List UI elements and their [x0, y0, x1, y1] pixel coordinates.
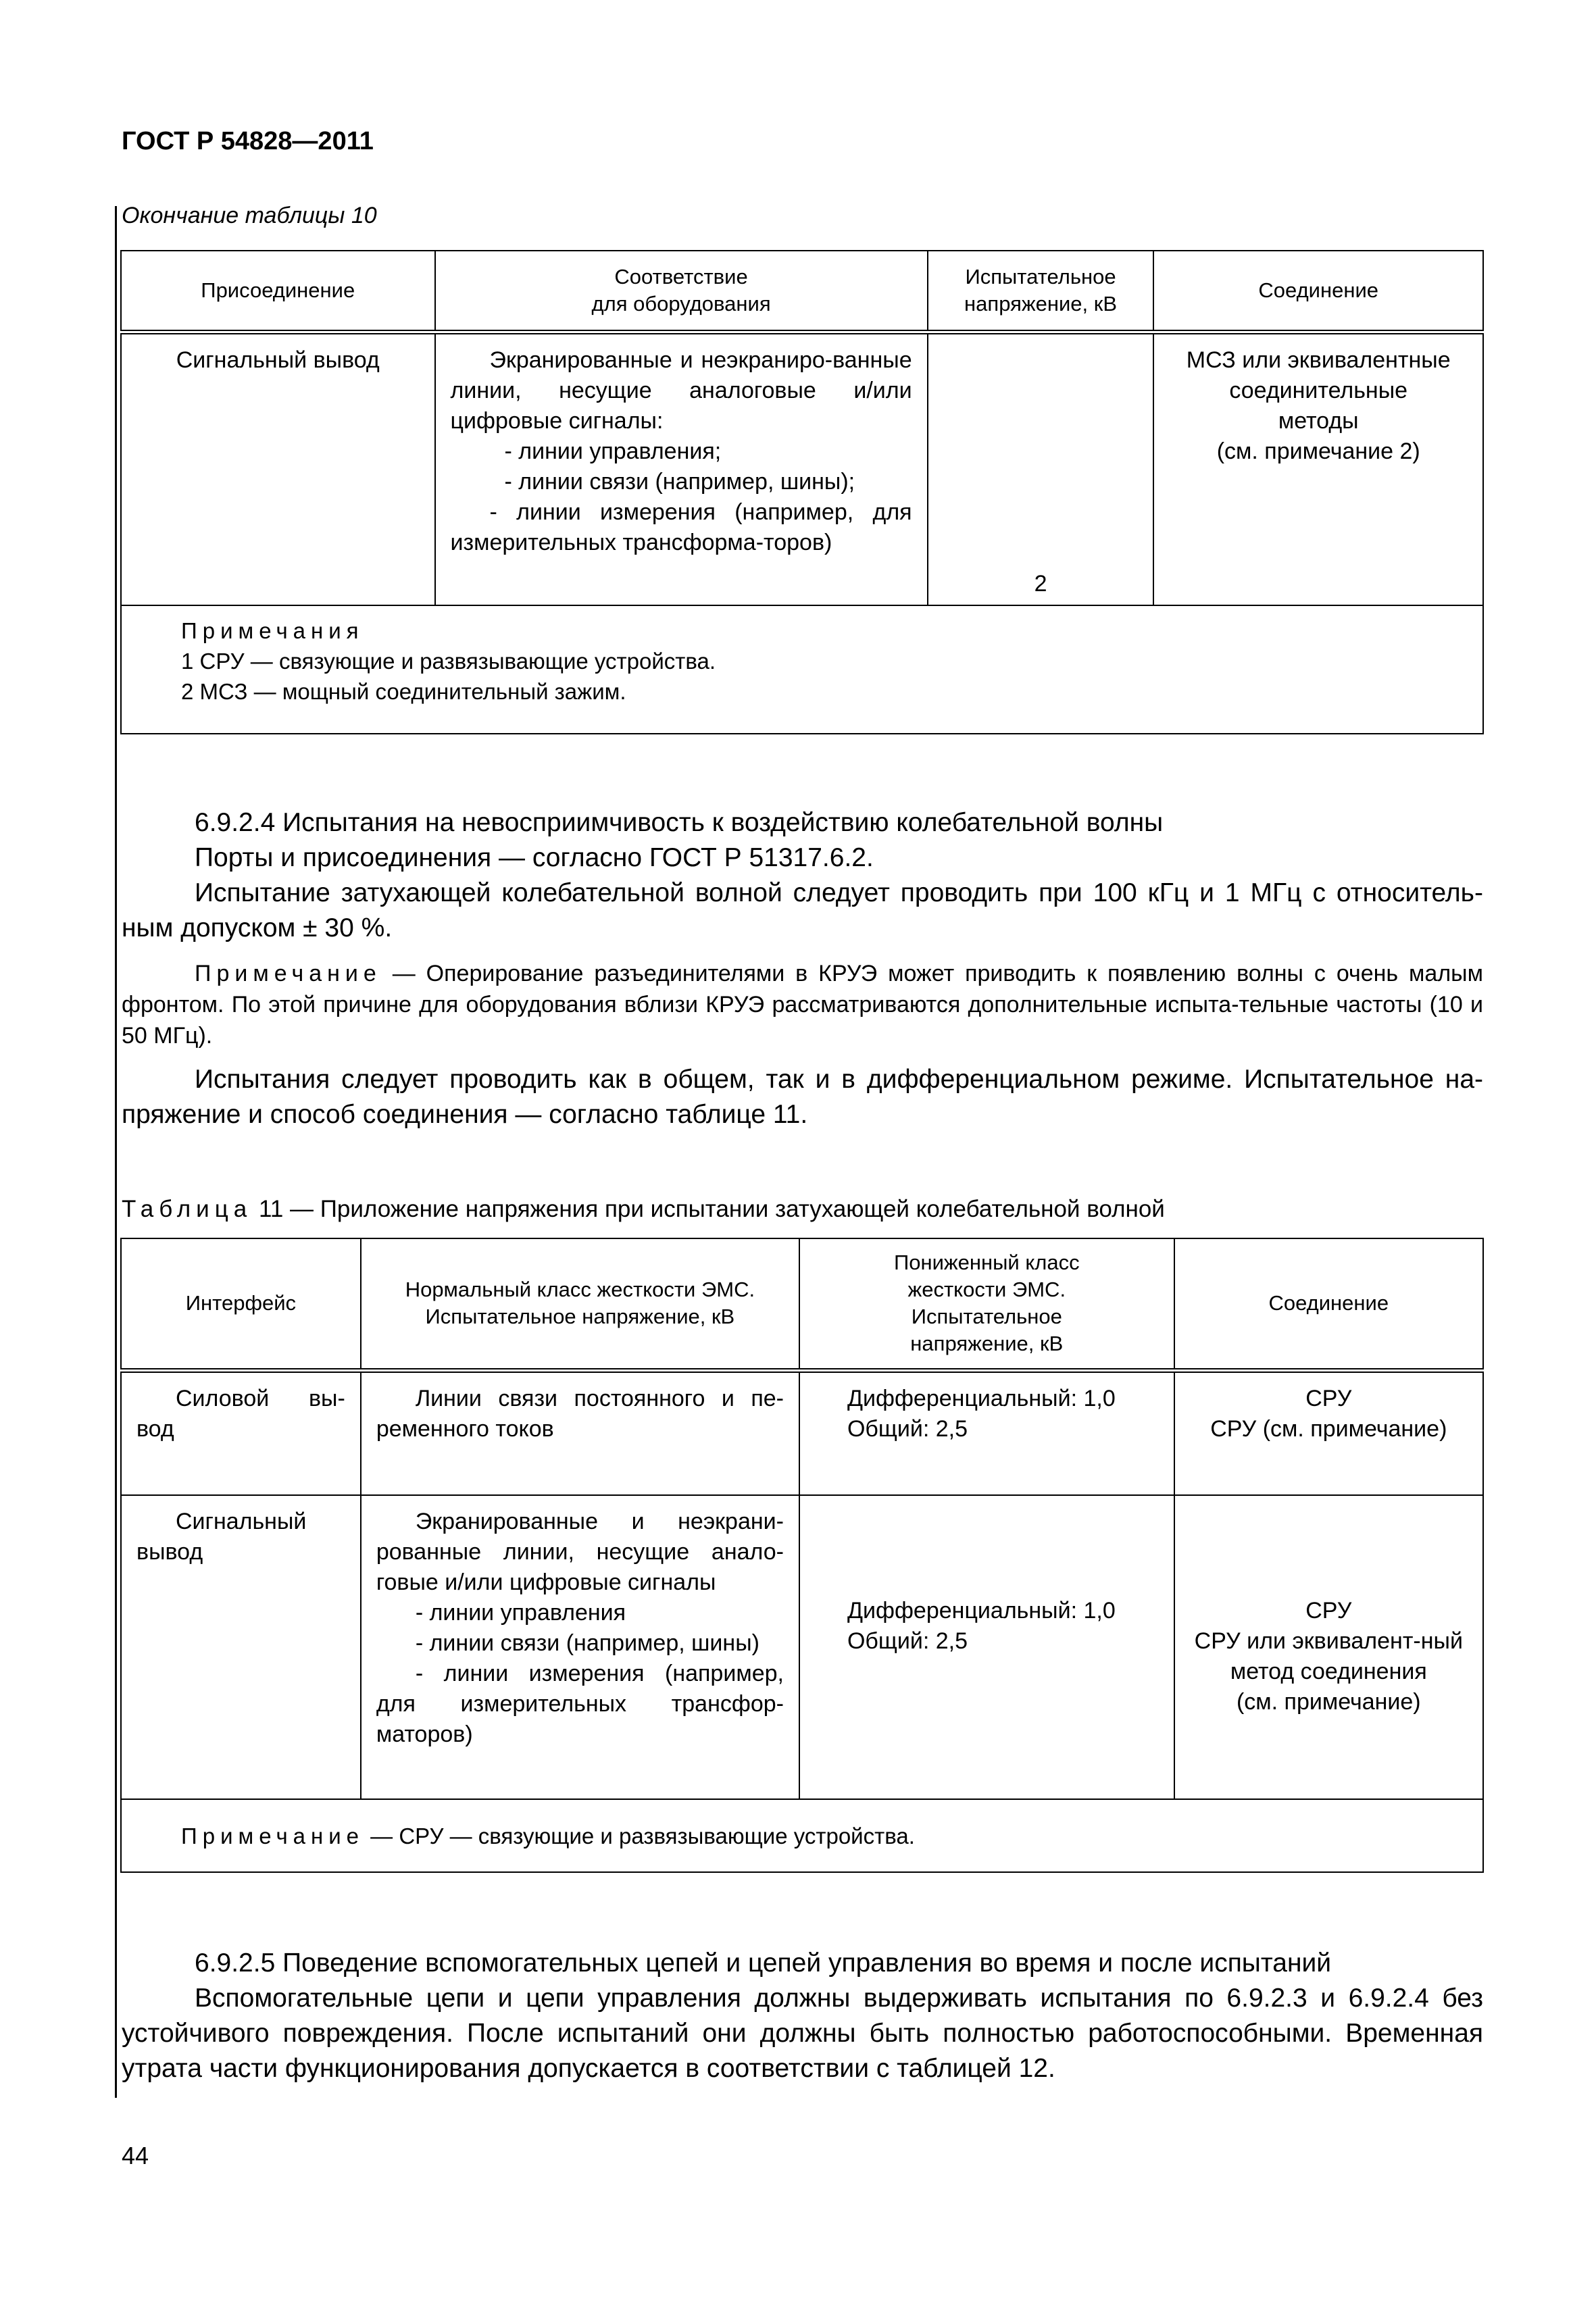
- notes-cell: Примечания 1 СРУ — связующие и развязывающие устройства. 2 МСЗ — мощный соединительный зажим.: [121, 605, 1483, 734]
- table-notes-row: [121, 1799, 1483, 1872]
- header-cell: Нормальный класс жесткости ЭМС. Испытательное напряжение, кВ: [361, 1238, 799, 1370]
- document-header: ГОСТ Р 54828—2011: [122, 127, 374, 155]
- connection-cell: СРУ СРУ или эквивалент-ный метод соединения (см. примечание): [1174, 1495, 1483, 1799]
- description-cell: Линии связи постоянного и пе-ременного токов: [361, 1370, 799, 1495]
- description-cell: Экранированные и неэкраниро-ванные линии, несущие аналоговые и/или цифровые сигналы: - линии управления; - линии связи (например, шины); - линии измерения (например, для измерительных трансформа-торов): [435, 332, 928, 605]
- section-title: 6.9.2.5 Поведение вспомогательных цепей и цепей управления во время и после испытаний: [195, 1948, 1332, 1978]
- table-11-caption: Таблица 11 — Приложение напряжения при испытании затухающей колебательной волной: [122, 1196, 1165, 1222]
- table-row: [121, 332, 1483, 605]
- section-6924: [122, 805, 1483, 946]
- header-cell: Соединение: [1153, 251, 1483, 332]
- connection-cell: МСЗ или эквивалентные соединительные методы (см. примечание 2): [1153, 332, 1483, 605]
- page-number: 44: [122, 2142, 149, 2169]
- notes-cell: Примечание — СРУ — связующие и развязывающие устройства.: [121, 1799, 1483, 1872]
- table-header-row: [121, 1238, 1483, 1370]
- header-cell: Соединение: [1174, 1238, 1483, 1370]
- voltage-cell: Дифференциальный: 1,0 Общий: 2,5: [799, 1495, 1174, 1799]
- header-cell: Присоединение: [121, 251, 435, 332]
- interface-cell: Сигнальный вывод: [121, 1495, 361, 1799]
- connection-cell: СРУ СРУ (см. примечание): [1174, 1370, 1483, 1495]
- margin-line: [115, 206, 117, 2098]
- paragraph: Порты и присоединения — согласно ГОСТ Р 51317.6.2.: [195, 843, 874, 872]
- header-cell: Пониженный класс жесткости ЭМС. Испытательное напряжение, кВ: [799, 1238, 1174, 1370]
- paragraph: Вспомогательные цепи и цепи управления должны выдерживать испытания по 6.9.2.3 и 6.9.2.4 без устойчивого повреждения. После испытаний они должны быть полностью работоспособными. Временная утрата части функционирования допускается в соответствии с таблицей 12.: [122, 1984, 1483, 2083]
- section-6925: [122, 1946, 1483, 2086]
- table-header-row: [121, 251, 1483, 332]
- note-paragraph: [122, 958, 1483, 1051]
- note-text: — Оперирование разъединителями в КРУЭ может приводить к появлению волны с очень малым фронтом. По этой причине для оборудования вблизи КРУЭ рассматриваются дополнительные испыта-тельные частоты (10 и 50 МГц).: [122, 961, 1483, 1049]
- header-cell: Интерфейс: [121, 1238, 361, 1370]
- table-notes-row: [121, 605, 1483, 734]
- table-continuation-label: Окончание таблицы 10: [122, 203, 377, 228]
- voltage-cell: Дифференциальный: 1,0 Общий: 2,5: [799, 1370, 1174, 1495]
- voltage-cell: 2: [928, 332, 1154, 605]
- header-cell: Испытательное напряжение, кВ: [928, 251, 1154, 332]
- table-row: [121, 1370, 1483, 1495]
- header-cell: Соответствие для оборудования: [435, 251, 928, 332]
- section-title: 6.9.2.4 Испытания на невосприимчивость к воздействию колебательной волны: [195, 808, 1164, 837]
- table-11: [120, 1238, 1484, 1873]
- table-row: [121, 1495, 1483, 1799]
- interface-cell: Силовой вы-вод: [121, 1370, 361, 1495]
- table-10: [120, 250, 1484, 734]
- paragraph-modes: Испытания следует проводить как в общем, так и в дифференциальном режиме. Испытательное на-пряжение и способ соединения — согласно таблице 11.: [122, 1065, 1483, 1129]
- description-cell: Экранированные и неэкрани-рованные линии, несущие анало-говые и/или цифровые сигналы - линии управления - линии связи (например, шины) - линии измерения (например, для измерительных трансфор-маторов): [361, 1495, 799, 1799]
- note-label: Примечание: [195, 961, 382, 986]
- port-cell: Сигнальный вывод: [121, 332, 435, 605]
- paragraph: Испытание затухающей колебательной волной следует проводить при 100 кГц и 1 МГц с относитель-ным допуском ± 30 %.: [122, 878, 1483, 942]
